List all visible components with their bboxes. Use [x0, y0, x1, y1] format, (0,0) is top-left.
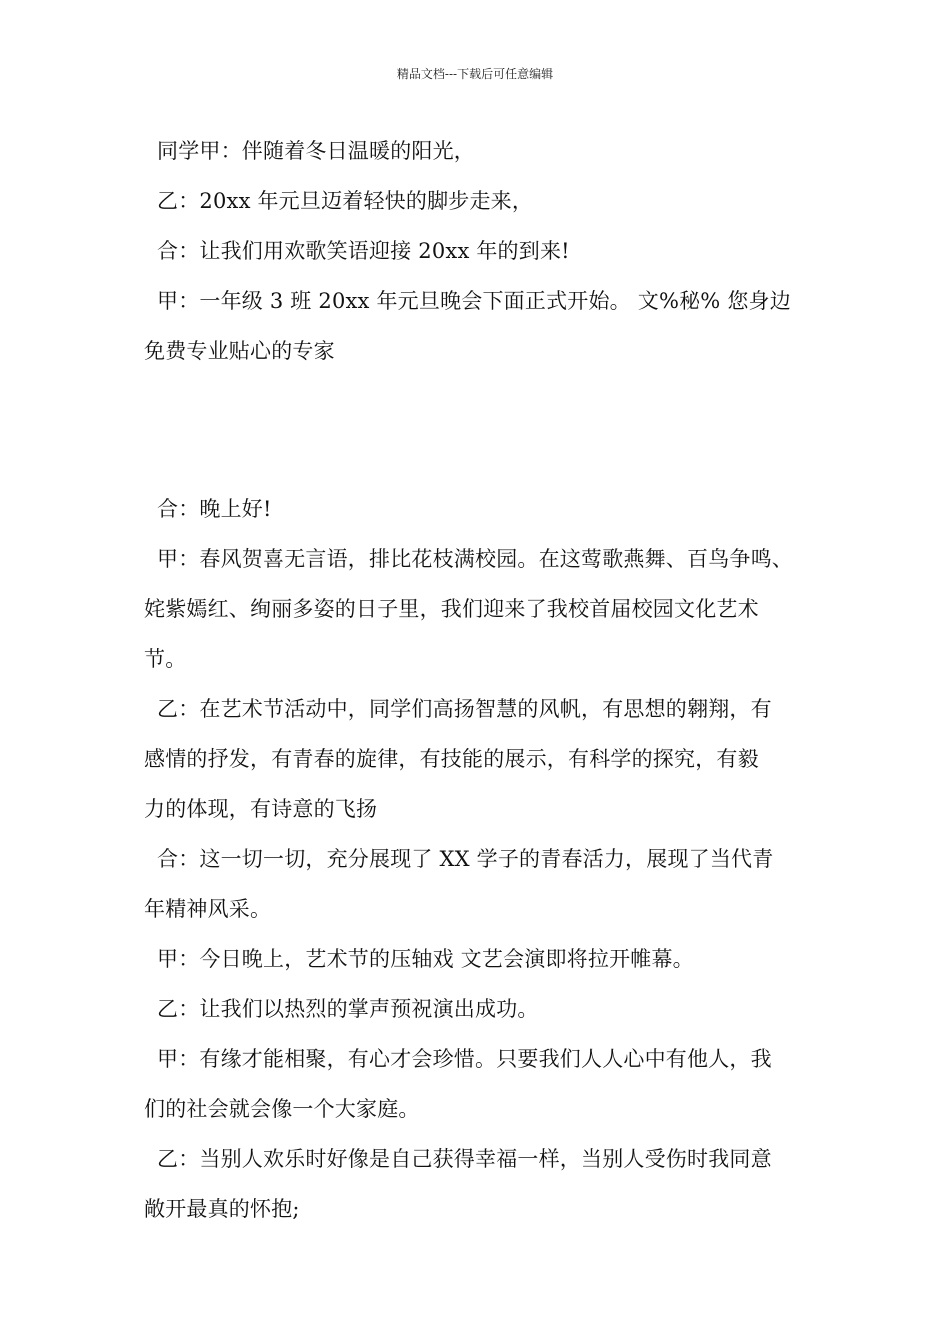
- paragraph-line: 合：这一切一切，充分展现了 XX 学子的青春活力，展现了当代青: [157, 847, 774, 871]
- paragraph-8: [144, 842, 820, 926]
- paragraph-line: 敞开最真的怀抱;: [144, 1197, 300, 1221]
- paragraph-3: [144, 234, 820, 268]
- paragraph-6: [144, 542, 820, 676]
- paragraph-line: 乙：让我们以热烈的掌声预祝演出成功。: [157, 997, 539, 1021]
- paragraph-2: [144, 184, 820, 218]
- paragraph-7: [144, 692, 820, 826]
- paragraph-line: 年精神风采。: [144, 897, 272, 921]
- paragraph-line: 甲：有缘才能相聚，有心才会珍惜。只要我们人人心中有他人，我: [157, 1047, 772, 1071]
- paragraph-line: 合：晚上好!: [157, 497, 272, 521]
- paragraph-5: [144, 492, 820, 526]
- paragraph-1: [144, 134, 820, 168]
- paragraph-line: 乙：20xx 年元旦迈着轻快的脚步走来，: [157, 189, 534, 213]
- paragraph-line: 同学甲：伴随着冬日温暖的阳光，: [157, 139, 475, 163]
- paragraph-12: [144, 1142, 820, 1226]
- paragraph-line: 甲：一年级 3 班 20xx 年元旦晚会下面正式开始。 文%秘% 您身边: [157, 289, 791, 313]
- paragraph-line: 们的社会就会像一个大家庭。: [144, 1097, 420, 1121]
- paragraph-line: 甲：春风贺喜无言语，排比花枝满校园。在这莺歌燕舞、百鸟争鸣、: [157, 547, 793, 571]
- paragraph-line: 感情的抒发，有青春的旋律，有技能的展示，有科学的探究，有毅: [144, 747, 759, 771]
- paragraph-line: 免费专业贴心的专家: [144, 339, 335, 363]
- paragraph-line: 姹紫嫣红、绚丽多姿的日子里，我们迎来了我校首届校园文化艺术: [144, 597, 759, 621]
- paragraph-9: [144, 942, 820, 976]
- page-header: 精品文档---下载后可任意编辑: [396, 67, 554, 81]
- paragraph-11: [144, 1042, 820, 1126]
- paragraph-line: 力的体现，有诗意的飞扬: [144, 797, 378, 821]
- paragraph-4: [144, 284, 820, 368]
- paragraph-line: 乙：在艺术节活动中，同学们高扬智慧的风帆，有思想的翱翔，有: [157, 697, 772, 721]
- paragraph-10: [144, 992, 820, 1026]
- document-body: [144, 134, 820, 1226]
- paragraph-line: 合：让我们用欢歌笑语迎接 20xx 年的到来!: [157, 239, 570, 263]
- paragraph-line: 甲：今日晚上，艺术节的压轴戏 文艺会演即将拉开帷幕。: [157, 947, 694, 971]
- paragraph-line: 节。: [144, 647, 187, 671]
- paragraph-line: 乙：当别人欢乐时好像是自己获得幸福一样，当别人受伤时我同意: [157, 1147, 772, 1171]
